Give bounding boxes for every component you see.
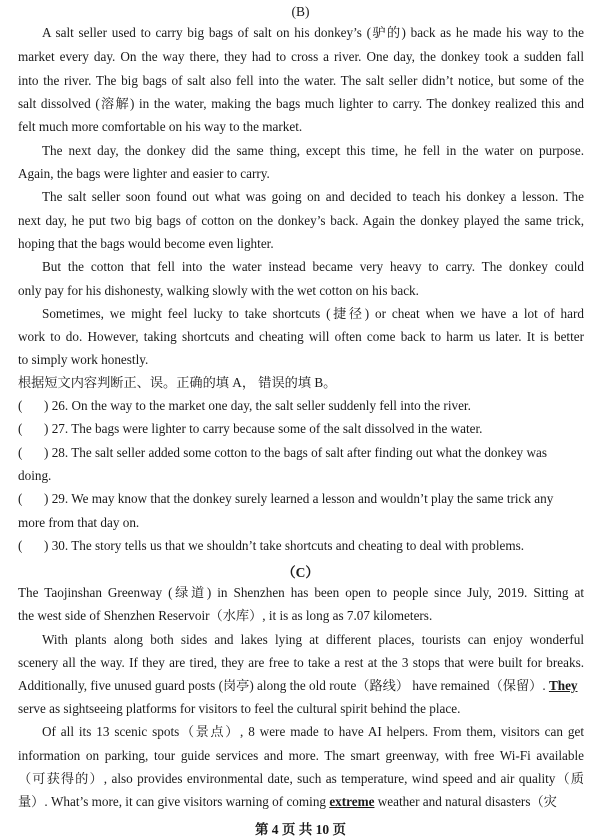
paragraph-line: felt much more comfortable on his way to the market. — [18, 119, 303, 134]
paragraph-line-with-keyword — [18, 678, 584, 694]
question-text: ) 28. The salt seller added some cotton to the bags of salt after finding out what the donkey was — [44, 445, 547, 460]
question-26 — [18, 398, 584, 414]
paragraph-line: The next day, the donkey did the same thing, except this time, he fell in the water on purpose. — [42, 143, 584, 158]
paragraph-line: The salt seller soon found out what was going on and decided to teach his donkey a lesson. The — [42, 189, 584, 204]
paragraph-line: salt dissolved (溶解) in the water, making the bags much lighter to carry. The donkey realized this and — [18, 96, 584, 111]
underlined-keyword-extreme: extreme — [329, 794, 375, 809]
paragraph-line: next day, he put two big bags of cotton on the donkey’s back. Again the donkey played the same trick, — [18, 213, 584, 228]
paragraph-line: the west side of Shenzhen Reservoir（水库）, it is as long as 7.07 kilometers. — [18, 608, 433, 623]
paragraph-line: serve as sightseeing platforms for visitors to feel the cultural spirit behind the place. — [18, 701, 461, 716]
section-c-label: （C） — [282, 565, 319, 580]
paragraph-line: into the river. The big bags of salt also fell into the water. The salt seller didn’t notice, but some of the — [18, 73, 584, 88]
instruction-text: 根据短文内容判断正、误。正确的填 A， 错误的填 B。 — [18, 375, 337, 390]
answer-blank[interactable]: ( — [18, 398, 23, 413]
paragraph-line: work to do. However, taking shortcuts and cheating will often come back to harm us later. It is better — [18, 329, 584, 344]
paragraph-line: Of all its 13 scenic spots（景点）, 8 were made to have AI helpers. From them, visitors can get — [42, 724, 584, 739]
question-text: ) 29. We may know that the donkey surely learned a lesson and wouldn’t play the same trick any — [44, 491, 554, 506]
question-text: ) 27. The bags were lighter to carry because some of the salt dissolved in the water. — [44, 421, 483, 436]
paragraph-line: information on parking, tour guide services and more. The smart greenway, with free Wi-Fi available — [18, 748, 584, 763]
question-text: ) 26. On the way to the market one day, the salt seller suddenly fell into the river. — [44, 398, 471, 413]
underlined-keyword-they: They — [548, 678, 578, 693]
paragraph-line: A salt seller used to carry big bags of salt on his donkey’s (驴的) back as he made his way to the — [42, 25, 584, 40]
paragraph-line: only pay for his dishonesty, walking slowly with the wet cotton on his back. — [18, 283, 419, 298]
paragraph-text: weather and natural disasters（灾 — [377, 794, 557, 809]
paragraph-line: scenery all the way. If they are tired, they are free to take a rest at the 3 stops that were built for breaks. — [18, 655, 584, 670]
paragraph-line: Again, the bags were lighter and easier to carry. — [18, 166, 270, 181]
paragraph-line: market every day. On the way there, they had to cross a river. One day, the donkey took a sudden fall — [18, 49, 584, 64]
question-text-continued: doing. — [18, 468, 52, 483]
question-text-continued: more from that day on. — [18, 515, 140, 530]
question-27 — [18, 421, 584, 437]
question-30 — [18, 538, 584, 554]
paragraph-text: 量）. What’s more, it can give visitors warning of coming — [18, 794, 327, 809]
paragraph-line: With plants along both sides and lakes lying at different places, tourists can enjoy wonderful — [42, 632, 584, 647]
paragraph-line: The Taojinshan Greenway (绿道) in Shenzhen has been open to people since July, 2019. Sitting at — [18, 585, 584, 600]
answer-blank[interactable]: ( — [18, 538, 23, 553]
question-text: ) 30. The story tells us that we shouldn’t take shortcuts and cheating to deal with problems. — [44, 538, 525, 553]
answer-blank[interactable]: ( — [18, 491, 23, 506]
paragraph-line: hoping that the bags would become even lighter. — [18, 236, 274, 251]
section-b-label: (B) — [291, 4, 310, 19]
page-number-footer: 第 4 页 共 10 页 — [254, 822, 347, 837]
answer-blank[interactable]: ( — [18, 421, 23, 436]
paragraph-line: Sometimes, we might feel lucky to take shortcuts (捷径) or cheat when we have a lot of hard — [42, 306, 584, 321]
paragraph-line: to simply work honestly. — [18, 352, 149, 367]
paragraph-line: （可获得的）, also provides environmental date, such as temperature, wind speed and air quality（质 — [18, 771, 584, 786]
paragraph-line: But the cotton that fell into the water instead became very heavy to carry. The donkey could — [42, 259, 584, 274]
question-29 — [18, 491, 584, 507]
question-28 — [18, 445, 584, 461]
answer-blank[interactable]: ( — [18, 445, 23, 460]
paragraph-line-with-keyword — [18, 794, 584, 810]
paragraph-text: Additionally, five unused guard posts (岗亭) along the old route（路线） have remained（保留）. — [18, 678, 546, 693]
